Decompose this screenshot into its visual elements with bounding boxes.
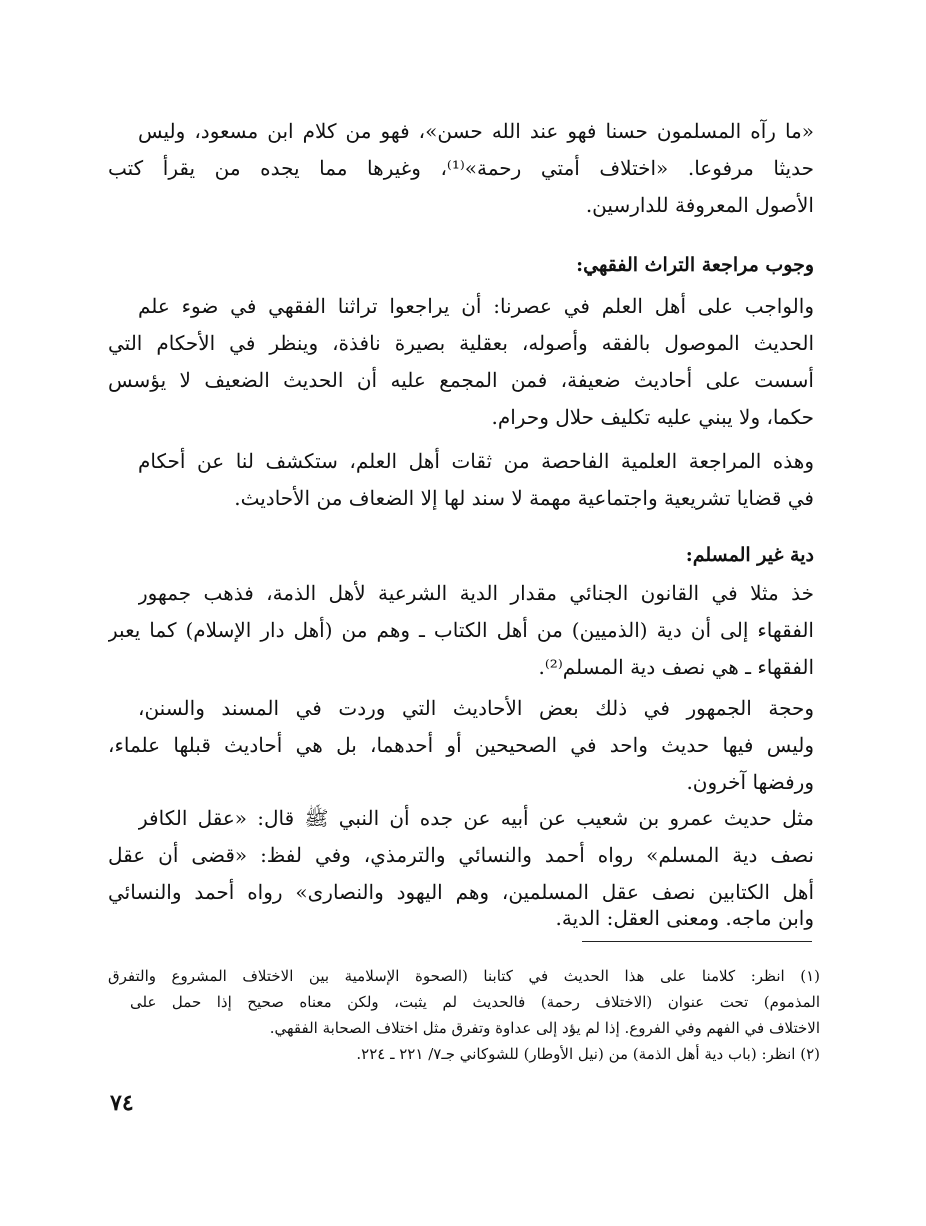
body-text-line: والواجب على أهل العلم في عصرنا: أن يراجعوا تراثنا الفقهي في ضوء علم xyxy=(138,294,814,318)
footnote-line: الاختلاف في الفهم وفي الفروع. إذا لم يؤد إلى عداوة وتفرق مثل اختلاف الصحابة الفقهي. xyxy=(269,1019,820,1037)
body-text-line: في قضايا تشريعية واجتماعية مهمة لا سند لها إلا الضعاف من الأحاديث. xyxy=(234,486,814,510)
body-text-line: الفقهاء إلى أن دية (الذميين) من أهل الكتاب ـ وهم من (أهل دار الإسلام) كما يعبر xyxy=(108,618,814,642)
body-text-line: وابن ماجه. ومعنى العقل: الدية. xyxy=(555,906,814,930)
body-text-line: مثل حديث عمرو بن شعيب عن أبيه عن جده أن النبي ﷺ قال: «عقل الكافر xyxy=(138,806,814,830)
body-text-line: «ما رآه المسلمون حسنا فهو عند الله حسن»، فهو من كلام ابن مسعود، وليس xyxy=(138,119,814,143)
footnote-line: المذموم) تحت عنوان (الاختلاف رحمة) فالحديث لم يثبت، ولكن معناه صحيح إذا حمل على xyxy=(130,993,820,1011)
section-heading: دية غير المسلم: xyxy=(685,544,814,566)
body-text-line: وحجة الجمهور في ذلك بعض الأحاديث التي وردت في المسند والسنن، xyxy=(138,696,814,720)
body-text-line: نصف دية المسلم» رواه أحمد والنسائي والترمذي، وفي لفظ: «قضى أن عقل xyxy=(108,843,814,867)
body-text-line: أسست على أحاديث ضعيفة، فمن المجمع عليه أن الحديث الضعيف لا يؤسس xyxy=(108,368,814,392)
body-text-line: الفقهاء ـ هي نصف دية المسلم⁽²⁾. xyxy=(538,655,814,679)
footnote-line: (٢) انظر: (باب دية أهل الذمة) من (نيل الأوطار) للشوكاني جـ٧/ ٢٢١ ـ ٢٢٤. xyxy=(356,1045,820,1063)
body-text-line: وهذه المراجعة العلمية الفاحصة من ثقات أهل العلم، ستكشف لنا عن أحكام xyxy=(138,449,814,473)
body-text-line: حكما، ولا يبني عليه تكليف حلال وحرام. xyxy=(491,405,814,429)
footnote-divider xyxy=(582,941,812,942)
body-text-line: خذ مثلا في القانون الجنائي مقدار الدية الشرعية لأهل الذمة، فذهب جمهور xyxy=(138,581,814,605)
page-number: ٧٤ xyxy=(110,1090,134,1116)
body-text-line: ورفضها آخرون. xyxy=(686,770,814,794)
footnote-line: (١) انظر: كلامنا على هذا الحديث في كتابنا (الصحوة الإسلامية بين الاختلاف المشروع والتفرق xyxy=(108,967,820,985)
body-text-line: وليس فيها حديث واحد في الصحيحين أو أحدهما، بل هي أحاديث قبلها علماء، xyxy=(108,733,814,757)
body-text-line: الأصول المعروفة للدارسين. xyxy=(585,193,814,217)
body-text-line: الحديث الموصول بالفقه وأصوله، بعقلية بصيرة نافذة، وينظر في الأحكام التي xyxy=(108,331,814,355)
section-heading: وجوب مراجعة التراث الفقهي: xyxy=(576,254,814,276)
body-text-line: حديثا مرفوعا. «اختلاف أمتي رحمة»⁽¹⁾، وغيرها مما يجده من يقرأ كتب xyxy=(108,156,814,180)
body-text-line: أهل الكتابين نصف عقل المسلمين، وهم اليهود والنصارى» رواه أحمد والنسائي xyxy=(108,880,814,904)
